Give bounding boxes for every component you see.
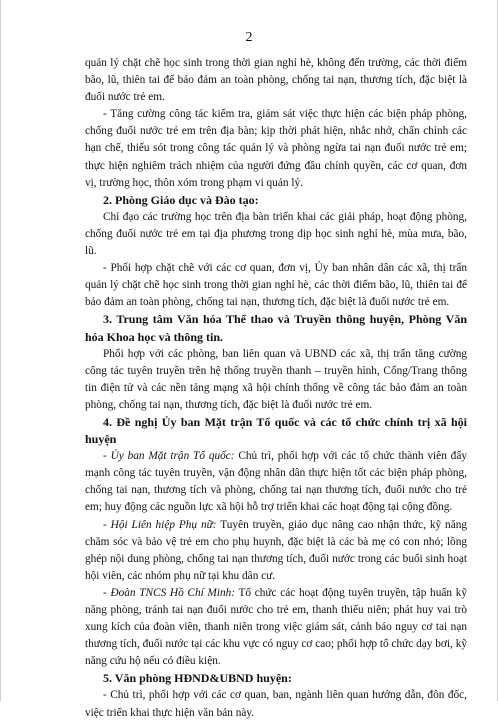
document-body <box>85 55 467 722</box>
section-heading: 3. Trung tâm Văn hóa Thể thao và Truyền thông huyện, Phòng Văn hóa Khoa học và thông tin. <box>85 312 467 344</box>
body-paragraph: Chỉ đạo các trường học trên địa bàn triển khai các giải pháp, hoạt động phòng, chống đuối nước trẻ em tại địa phương trong dịp học sinh nghỉ hè, mùa mưa, bão, lũ. <box>85 210 467 258</box>
body-paragraph: - Phối hợp chặt chẽ với các cơ quan, đơn vị, Ủy ban nhân dân các xã, thị trấn quản lý chặt chẽ học sinh trong thời gian nghỉ hè, các thời điểm bão, lũ, thiên tai để bảo đảm an toàn phòng, chống tai nạn, thương tích, đặc biệt là đuối nước trẻ em. <box>85 262 467 309</box>
paragraph-text: Tuyên truyền, giáo dục nâng cao nhận thức, kỹ năng chăm sóc và bảo vệ trẻ em cho phụ huynh, đặc biệt là các bà mẹ có con nhỏ; lồng ghép nội dung phòng, chống tai nạn thương tích, đuối nước trong các buổi sinh hoạt hội viên, các nhóm phụ nữ tại khu dân cư. <box>85 518 467 582</box>
section-heading: 4. Đề nghị Ủy ban Mặt trận Tổ quốc và các tổ chức chính trị xã hội huyện <box>85 414 467 447</box>
paragraph-lead: - Đoàn TNCS Hồ Chí Minh: <box>103 586 236 599</box>
paragraph-text: Chủ trì, phối hợp với các tổ chức thành viên đẩy mạnh công tác tuyên truyền, vận động nhân dân thực hiện tốt các biện pháp phòng, chống tai nạn, thương tích và phòng, chống tai nạn thương tích, đuối nước cho trẻ em; huy động các nguồn lực xã hội hỗ trợ triển khai các hoạt động tại cộng đồng. <box>85 450 467 514</box>
page-number: 2 <box>245 30 253 45</box>
paragraph-text: Tổ chức các hoạt động tuyên truyền, tập huấn kỹ năng phòng, tránh tai nạn đuối nước cho trẻ em, thanh thiếu niên; phát huy vai trò xung kích của đoàn viên, thanh niên trong việc giám sát, cảnh báo nguy cơ tai nạn thương tích, đuối nước tại các khu vực có nguy cơ cao; phối hợp tổ chức dạy bơi, kỹ năng cứu hộ nếu có điều kiện. <box>85 586 467 668</box>
body-paragraph: - Chủ trì, phối hợp với các cơ quan, ban, ngành liên quan hướng dẫn, đôn đốc, việc triển khai thực hiện văn bản này. <box>85 689 467 719</box>
body-paragraph <box>85 585 467 670</box>
section-heading: 5. Văn phòng HĐND&UBND huyện: <box>103 671 292 686</box>
paragraph-lead: - Hội Liên hiệp Phụ nữ: <box>103 518 217 531</box>
body-paragraph <box>85 448 467 516</box>
body-paragraph <box>85 517 467 585</box>
paragraph-lead: - Ủy ban Mặt trận Tổ quốc: <box>103 450 235 463</box>
body-paragraph: Phối hợp với các phòng, ban liên quan và UBND các xã, thị trấn tăng cường công tác tuyên truyền trên hệ thống truyền thanh – truyền hình, Cổng/Trang thông tin điện tử và các nền tảng mạng xã hội chính thống về công tác bảo đảm an toàn phòng, chống tai nạn, thương tích, đặc biệt là đuối nước trẻ em. <box>85 347 467 411</box>
body-paragraph: - Tăng cường công tác kiểm tra, giám sát việc thực hiện các biện pháp phòng, chống đuối nước trẻ em trên địa bàn; kịp thời phát hiện, nhắc nhở, chấn chỉnh các hạn chế, thiếu sót trong công tác quản lý và phòng ngừa tai nạn đuối nước trẻ em; thực hiện nghiêm trách nhiệm của người đứng đầu chính quyền, các cơ quan, đơn vị, trường học, thôn xóm trong phạm vi quản lý. <box>85 108 467 189</box>
section-heading: 2. Phòng Giáo dục và Đào tạo: <box>103 192 259 207</box>
body-paragraph: quản lý chặt chẽ học sinh trong thời gian nghỉ hè, không đến trường, các thời điểm bão, lũ, thiên tai để bảo đảm an toàn phòng, chống tai nạn, thương tích, đặc biệt là đuối nước trẻ em. <box>85 57 467 104</box>
